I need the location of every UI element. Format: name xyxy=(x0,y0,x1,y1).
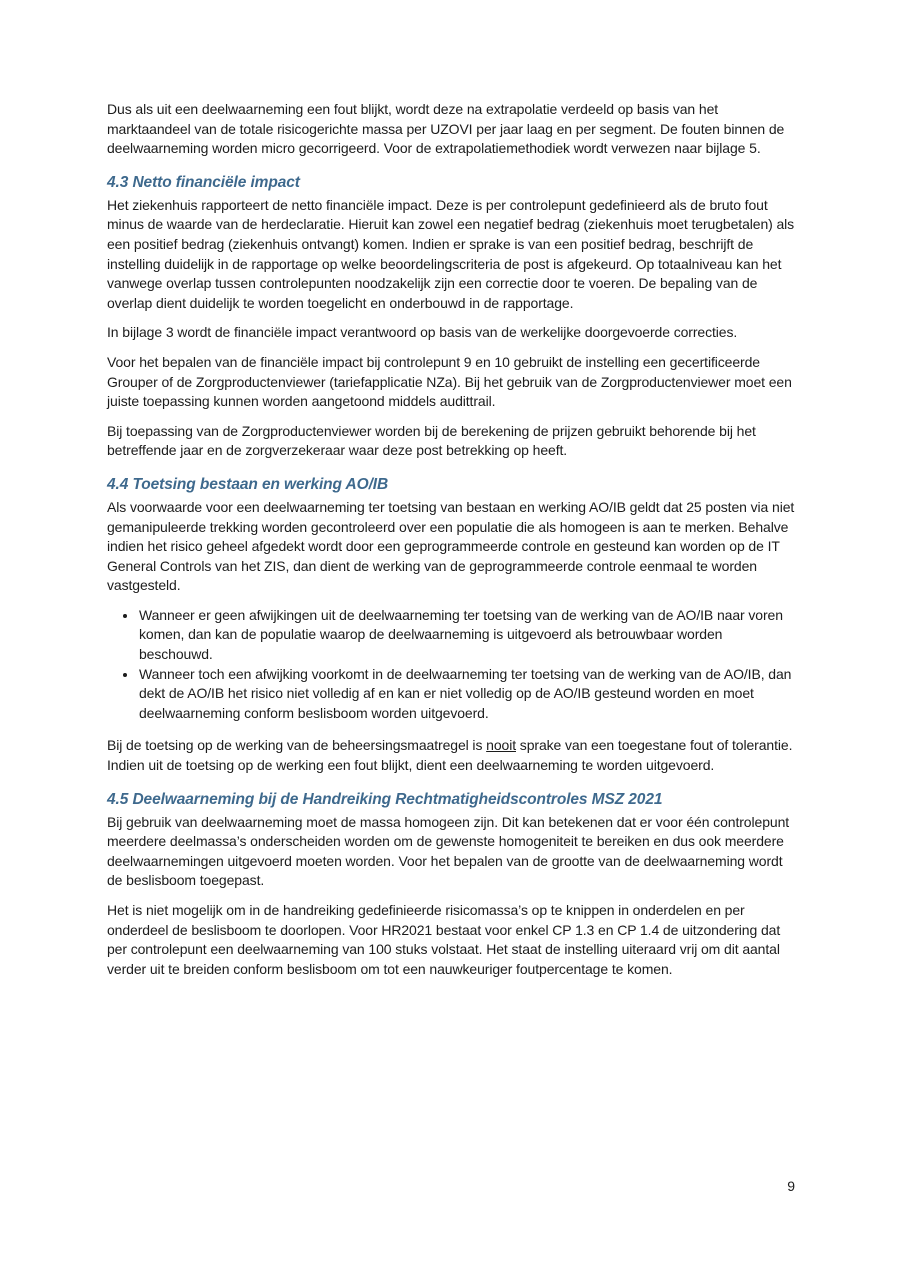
paragraph-text-after: sprake van een toegestane fout of tolerantie. Indien uit de toetsing op de werking een fout blijkt, dient een deelwaarneming te worden uitgevoerd. xyxy=(107,737,793,774)
section-4-3-paragraph-3: Voor het bepalen van de financiële impact bij controlepunt 9 en 10 gebruikt de instelling een gecertificeerde Grouper of de Zorgproductenviewer (tariefapplicatie NZa). Bij het gebruik van de Zorgproductenviewer moet een juiste toepassing kunnen worden aangetoond middels audittrail. xyxy=(107,353,792,410)
ao-ib-bullet-list xyxy=(107,606,795,724)
document-page-body xyxy=(107,100,795,989)
section-heading-4-5: 4.5 Deelwaarneming bij de Handreiking Rechtmatigheidscontroles MSZ 2021 xyxy=(107,790,663,808)
section-4-3-paragraph-2: In bijlage 3 wordt de financiële impact verantwoord op basis van de werkelijke doorgevoerde correcties. xyxy=(107,324,738,341)
bullet-item: • Wanneer toch een afwijking voorkomt in de deelwaarneming ter toetsing van de werking van de AO/IB, dan dekt de AO/IB het risico niet volledig af en kan er niet volledig op de AO/IB gesteund worden en moet deelwaarneming conform beslisboom worden uitgevoerd. xyxy=(138,665,795,724)
section-heading-4-3: 4.3 Netto financiële impact xyxy=(107,173,300,191)
paragraph-text-before: Bij de toetsing op de werking van de beheersingsmaatregel is xyxy=(107,737,487,754)
underlined-word: nooit xyxy=(486,737,516,754)
section-heading-4-4: 4.4 Toetsing bestaan en werking AO/IB xyxy=(107,475,389,493)
intro-paragraph: Dus als uit een deelwaarneming een fout blijkt, wordt deze na extrapolatie verdeeld op basis van het marktaandeel van de totale risicogerichte massa per UZOVI per jaar laag en per segment. De fouten binnen de deelwaarneming worden micro gecorrigeerd. Voor de extrapolatiemethodiek wordt verwezen naar bijlage 5. xyxy=(107,101,785,157)
page-number: 9 xyxy=(787,1178,795,1194)
section-4-3-paragraph-1: Het ziekenhuis rapporteert de netto financiële impact. Deze is per controlepunt gedefinieerd als de bruto fout minus de waarde van de herdeclaratie. Hieruit kan zowel een negatief bedrag (ziekenhuis moet terugbetalen) als een positief bedrag (ziekenhuis ontvangt) komen. Indien er sprake is van een positief bedrag, beschrijft de instelling duidelijk in de rapportage op welke beoordelingscriteria de post is afgekeurd. Op totaalniveau kan het vanwege overlap tussen controlepunten noodzakelijk zijn een correctie door te voeren. De bepaling van de overlap dient duidelijk te worden toegelicht en onderbouwd in de rapportage. xyxy=(107,196,795,311)
section-4-5-paragraph-1: Bij gebruik van deelwaarneming moet de massa homogeen zijn. Dit kan betekenen dat er voor één controlepunt meerdere deelmassa’s onderscheiden worden om de gewenste homogeniteit te bereiken en dus ook meerdere deelwaarnemingen uitgevoerd moeten worden. Voor het bepalen van de grootte van de deelwaarneming wordt de beslisboom toegepast. xyxy=(107,813,790,889)
section-4-5-paragraph-2: Het is niet mogelijk om in de handreiking gedefinieerde risicomassa’s op te knippen in onderdelen en per onderdeel de beslisboom te doorlopen. Voor HR2021 bestaat voor enkel CP 1.3 en CP 1.4 de uitzondering dat per controlepunt een deelwaarneming van 100 stuks volstaat. Het staat de instelling uiteraard vrij om dit aantal verder uit te breiden conform beslisboom om tot een nauwkeuriger foutpercentage te komen. xyxy=(107,902,781,977)
section-4-4-paragraph-1: Als voorwaarde voor een deelwaarneming ter toetsing van bestaan en werking AO/IB geldt dat 25 posten via niet gemanipuleerde trekking worden gecontroleerd over een populatie die als homogeen is aan te merken. Behalve indien het risico geheel afgedekt wordt door een geprogrammeerde controle en gesteund kan worden op de IT General Controls van het ZIS, dan dient de werking van de geprogrammeerde controle eenmaal te worden vastgesteld. xyxy=(107,498,795,594)
section-4-4-paragraph-2 xyxy=(107,736,795,775)
section-4-3-paragraph-4: Bij toepassing van de Zorgproductenviewer worden bij de berekening de prijzen gebruikt behorende bij het betreffende jaar en de zorgverzekeraar waar deze post betrekking op heeft. xyxy=(107,422,756,459)
bullet-item: • Wanneer er geen afwijkingen uit de deelwaarneming ter toetsing van de werking van de AO/IB naar voren komen, dan kan de populatie waarop de deelwaarneming is uitgevoerd als betrouwbaar worden beschouwd. xyxy=(138,606,795,665)
